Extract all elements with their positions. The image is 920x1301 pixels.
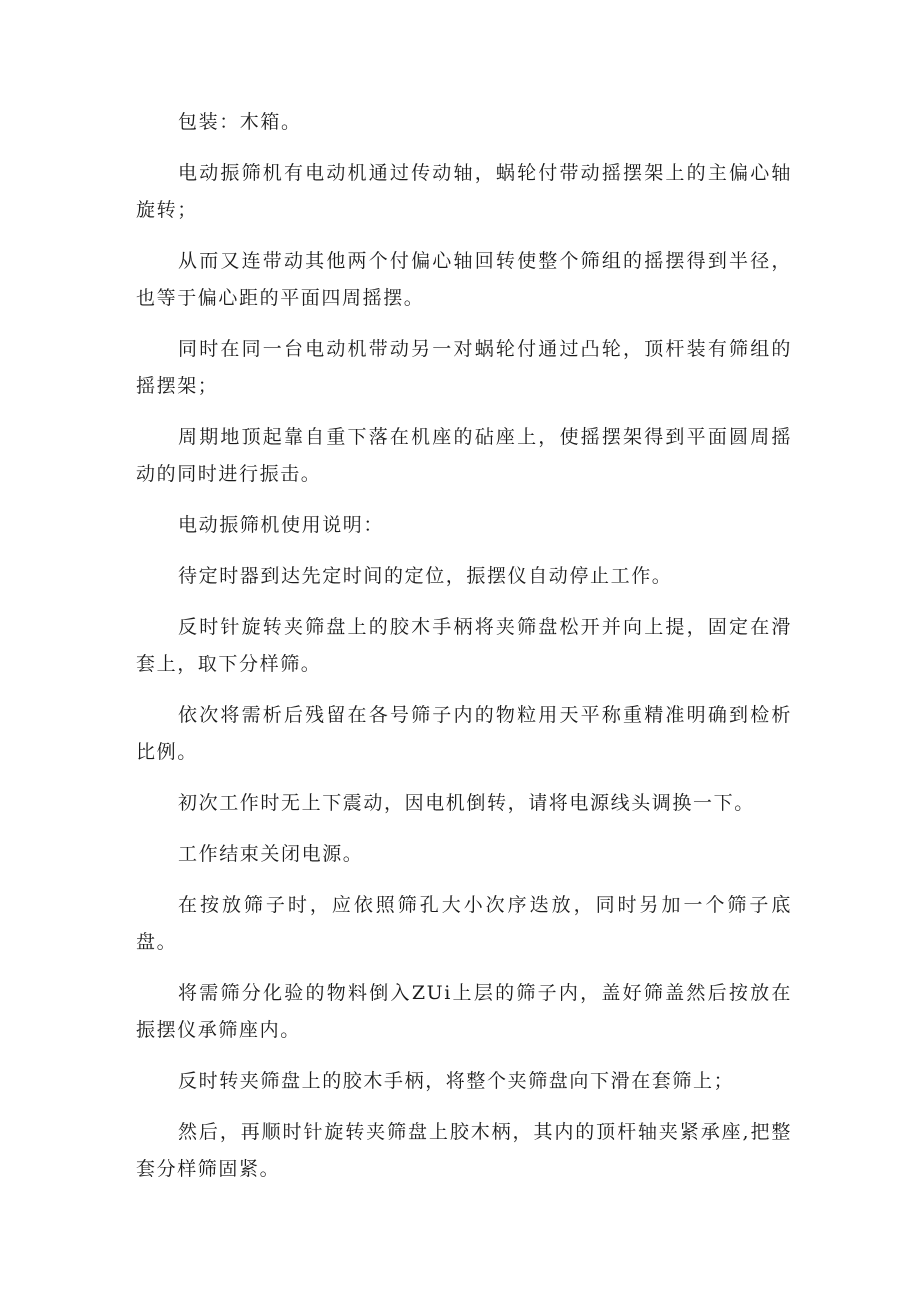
paragraph-remove-sieve: 反时针旋转夹筛盘上的胶木手柄将夹筛盘松开并向上提，固定在滑套上，取下分样筛。 bbox=[136, 616, 792, 675]
paragraph-cam-mechanism: 同时在同一台电动机带动另一对蜗轮付通过凸轮，顶杆装有筛组的摇摆架； bbox=[136, 338, 792, 397]
document-body bbox=[136, 104, 792, 1202]
paragraph-weigh-residue: 依次将需析后残留在各号筛子内的物粒用天平称重精准明确到检析比例。 bbox=[136, 704, 792, 763]
paragraph-lower-clamp: 反时转夹筛盘上的胶木手柄，将整个夹筛盘向下滑在套筛上； bbox=[178, 1070, 735, 1092]
paragraph-timer-stop: 待定时器到达先定时间的定位，振摆仪自动停止工作。 bbox=[178, 565, 673, 587]
paragraph-packaging: 包装：木箱。 bbox=[178, 111, 302, 133]
paragraph-load-material: 将需筛分化验的物料倒入ZUi上层的筛子内，盖好筛盖然后按放在振摆仪承筛座内。 bbox=[136, 982, 792, 1041]
paragraph-stack-sieves: 在按放筛子时，应依照筛孔大小次序迭放，同时另加一个筛子底盘。 bbox=[136, 894, 792, 953]
section-heading-instructions: 电动振筛机使用说明： bbox=[178, 514, 385, 536]
paragraph-eccentric-shafts: 从而又连带动其他两个付偏心轴回转使整个筛组的摇摆得到半径，也等于偏心距的平面四周摇摆。 bbox=[136, 250, 792, 309]
paragraph-tighten-clamp: 然后，再顺时针旋转夹筛盘上胶木柄，其内的顶杆轴夹紧承座,把整套分样筛固紧。 bbox=[136, 1121, 792, 1180]
paragraph-power-off: 工作结束关闭电源。 bbox=[178, 843, 364, 865]
paragraph-motor-reverse: 初次工作时无上下震动，因电机倒转，请将电源线头调换一下。 bbox=[178, 792, 755, 814]
paragraph-periodic-impact: 周期地顶起靠自重下落在机座的砧座上，使摇摆架得到平面圆周摇动的同时进行振击。 bbox=[136, 426, 792, 485]
paragraph-drive-mechanism: 电动振筛机有电动机通过传动轴，蜗轮付带动摇摆架上的主偏心轴旋转； bbox=[136, 162, 792, 221]
